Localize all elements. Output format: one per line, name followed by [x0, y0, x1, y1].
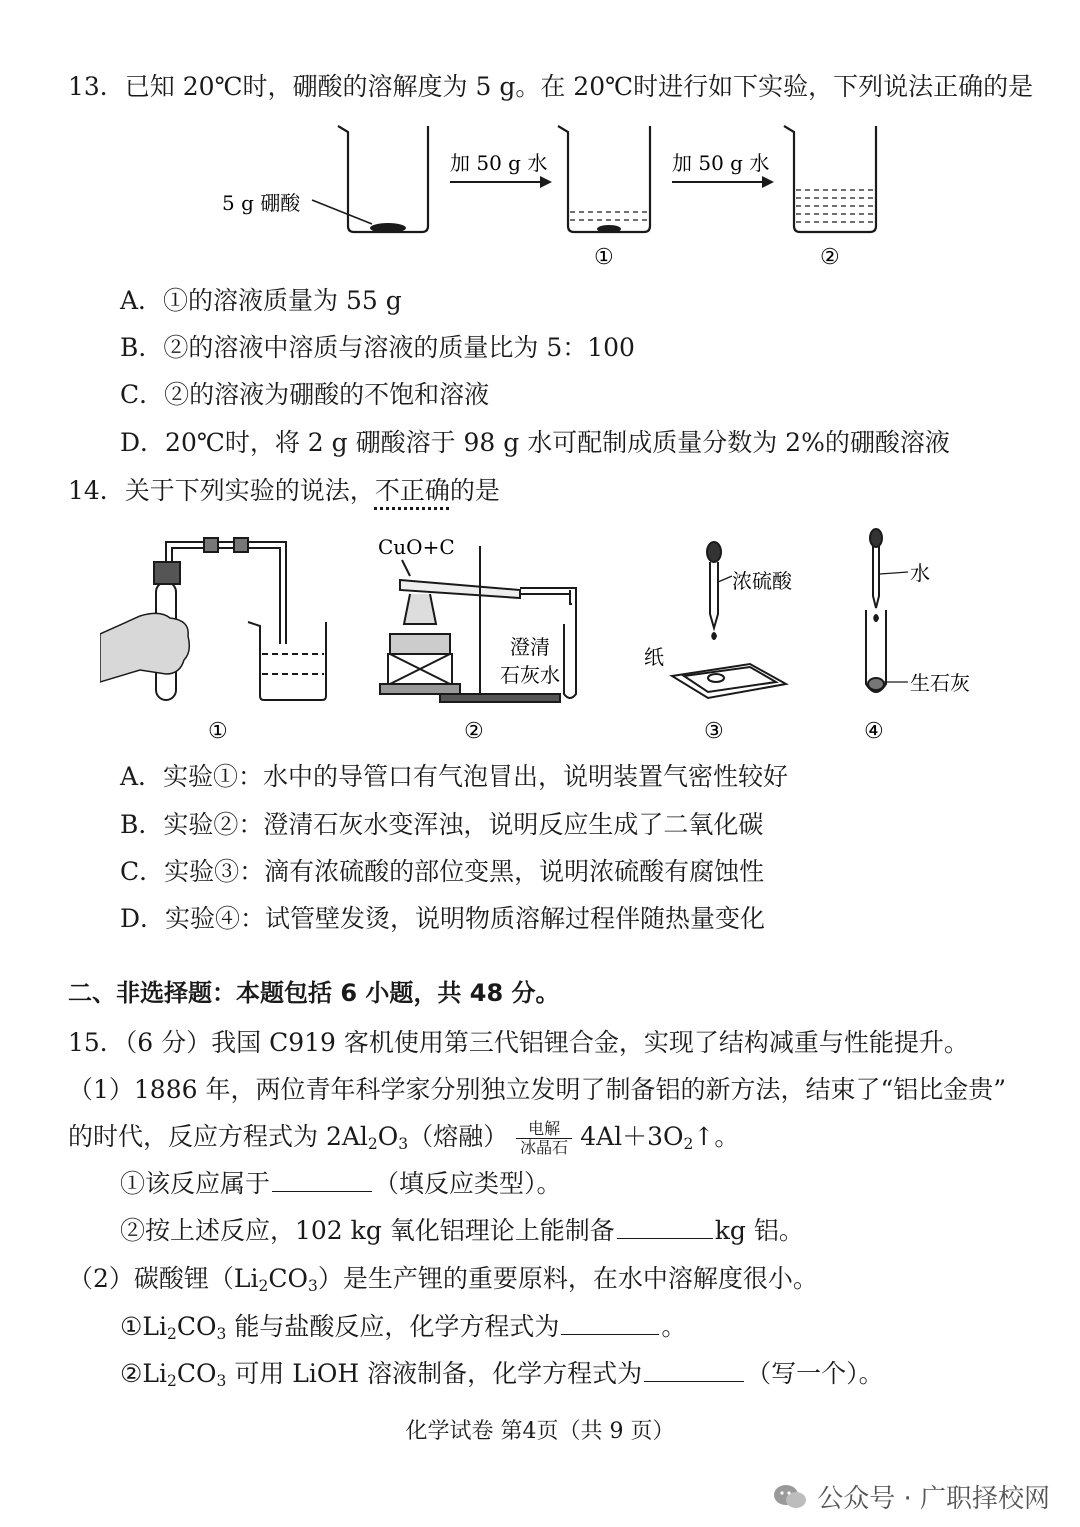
- q15-part2-q2: [120, 1357, 884, 1391]
- q15-part2-q1: [120, 1310, 686, 1344]
- answer-blank[interactable]: [644, 1380, 744, 1382]
- q14-stem-pre: 14．关于下列实验的说法，: [68, 476, 375, 505]
- beaker-3: [784, 126, 876, 232]
- q15-part1-q2: [120, 1214, 804, 1248]
- exp3-acid-label: 浓硫酸: [732, 569, 792, 593]
- text: ②Li: [120, 1359, 168, 1388]
- exp2-limewater-line1: 澄清: [510, 635, 550, 659]
- page-footer: 化学试卷 第4页（共 9 页）: [405, 1419, 675, 1444]
- q13-option-b: B．②的溶液中溶质与溶液的质量比为 5：100: [120, 333, 635, 362]
- equation-o: O: [377, 1122, 399, 1151]
- sub: 2: [167, 1371, 177, 1390]
- p2-co: CO: [268, 1264, 309, 1293]
- reaction-condition: [516, 1120, 572, 1157]
- beaker-2-number: ①: [594, 245, 614, 270]
- wechat-icon: [773, 1483, 807, 1511]
- watermark: [773, 1478, 1050, 1515]
- answer-blank[interactable]: [617, 1237, 713, 1239]
- exp1-apparatus: [154, 538, 326, 700]
- sub: 3: [308, 1276, 318, 1295]
- q15-stem: 15．（6 分）我国 C919 客机使用第三代铝锂合金，实现了结构减重与性能提升。: [68, 1028, 969, 1057]
- label-5g-boric-acid: 5 g 硼酸: [222, 191, 301, 215]
- p2-rest: ）是生产锂的重要原料，在水中溶解度很小。: [317, 1264, 818, 1293]
- arrow1-label: 加 50 g 水: [450, 151, 548, 175]
- exp4-number: ④: [864, 719, 884, 744]
- q14-option-b: B．实验②：澄清石灰水变浑浊，说明反应生成了二氧化碳: [120, 810, 764, 839]
- condition-top: 电解: [516, 1120, 572, 1139]
- beaker-2: [558, 126, 650, 232]
- exp4-water-label: 水: [910, 561, 930, 585]
- q13-option-d: D．20℃时，将 2 g 硼酸溶于 98 g 水可配制成质量分数为 2%的硼酸溶液: [120, 428, 950, 457]
- sub: 3: [398, 1134, 409, 1153]
- exp2-limewater-line2: 石灰水: [500, 663, 560, 687]
- condition-bottom: 冰晶石: [520, 1138, 569, 1157]
- beaker-3-number: ②: [820, 245, 840, 270]
- q15-part1-line2: [68, 1120, 739, 1157]
- sub: 2: [367, 1134, 378, 1153]
- sub: 3: [216, 1371, 227, 1390]
- answer-blank[interactable]: [272, 1190, 372, 1192]
- q1-hint: （填反应类型）。: [374, 1169, 562, 1198]
- hand-icon: [100, 613, 189, 682]
- equation-condition-melt: （熔融）: [408, 1122, 509, 1151]
- answer-blank[interactable]: [561, 1333, 659, 1335]
- text: 能与盐酸反应，化学方程式为: [226, 1312, 560, 1341]
- q14-stem: [68, 474, 500, 508]
- q14-stem-post: 的是: [449, 476, 500, 505]
- watermark-text: 公众号 · 广职择校网: [817, 1484, 1050, 1514]
- p2-text: （2）碳酸锂（Li: [68, 1264, 259, 1293]
- q13-option-c: C．②的溶液为硼酸的不饱和溶液: [120, 380, 490, 409]
- sub: 3: [216, 1324, 227, 1343]
- text: 可用 LiOH 溶液制备，化学方程式为: [226, 1359, 643, 1388]
- section-2-heading: 二、非选择题：本题包括 6 小题，共 48 分。: [68, 979, 560, 1007]
- q14-figure: [100, 524, 1000, 748]
- exp1-number: ①: [208, 719, 228, 744]
- q14-option-d: D．实验④：试管壁发烫，说明物质溶解过程伴随热量变化: [120, 904, 766, 933]
- exp4-apparatus: [866, 529, 886, 692]
- sub: 2: [683, 1134, 694, 1153]
- q14-option-c: C．实验③：滴有浓硫酸的部位变黑，说明浓硫酸有腐蚀性: [120, 857, 765, 886]
- q15-part1-line1: （1）1886 年，两位青年科学家分别独立发明了制备铝的新方法，结束了“铝比金贵”: [68, 1075, 1007, 1104]
- text: CO: [176, 1359, 217, 1388]
- q15-part2: [68, 1262, 818, 1296]
- exp4-quicklime-label: 生石灰: [910, 671, 970, 695]
- q2-unit: kg 铝。: [714, 1216, 804, 1245]
- q13-stem: 13．已知 20℃时，硼酸的溶解度为 5 g。在 20℃时进行如下实验，下列说法正确的是: [68, 72, 1034, 101]
- text: （写一个）。: [746, 1359, 884, 1388]
- text: ①Li: [120, 1312, 168, 1341]
- q1-text: ①该反应属于: [120, 1169, 271, 1198]
- exp3-number: ③: [704, 719, 724, 744]
- text: 。: [661, 1312, 687, 1341]
- q14-stem-emphasis: 不正确: [374, 476, 450, 505]
- exp3-paper-label: 纸: [644, 645, 664, 669]
- text: CO: [176, 1312, 217, 1341]
- q15-part1-q1: [120, 1167, 562, 1201]
- equation-end: ↑。: [693, 1122, 740, 1151]
- q2-text: ②按上述反应，102 kg 氧化铝理论上能制备: [120, 1216, 615, 1245]
- sub: 2: [167, 1324, 177, 1343]
- exp2-number: ②: [464, 719, 484, 744]
- boric-acid-solid: [370, 223, 406, 233]
- q14-option-a: A．实验①：水中的导管口有气泡冒出，说明装置气密性较好: [120, 762, 789, 791]
- arrow2-label: 加 50 g 水: [672, 151, 770, 175]
- q13-figure: [200, 118, 900, 278]
- exp3-apparatus: [672, 542, 786, 698]
- equation-product: 4Al＋3O: [580, 1122, 684, 1151]
- equation-reactant: 的时代，反应方程式为 2Al: [68, 1122, 368, 1151]
- exp2-reactants: CuO+C: [378, 535, 455, 559]
- sub: 2: [258, 1276, 269, 1295]
- q13-option-a: A．①的溶液质量为 55 g: [120, 286, 402, 315]
